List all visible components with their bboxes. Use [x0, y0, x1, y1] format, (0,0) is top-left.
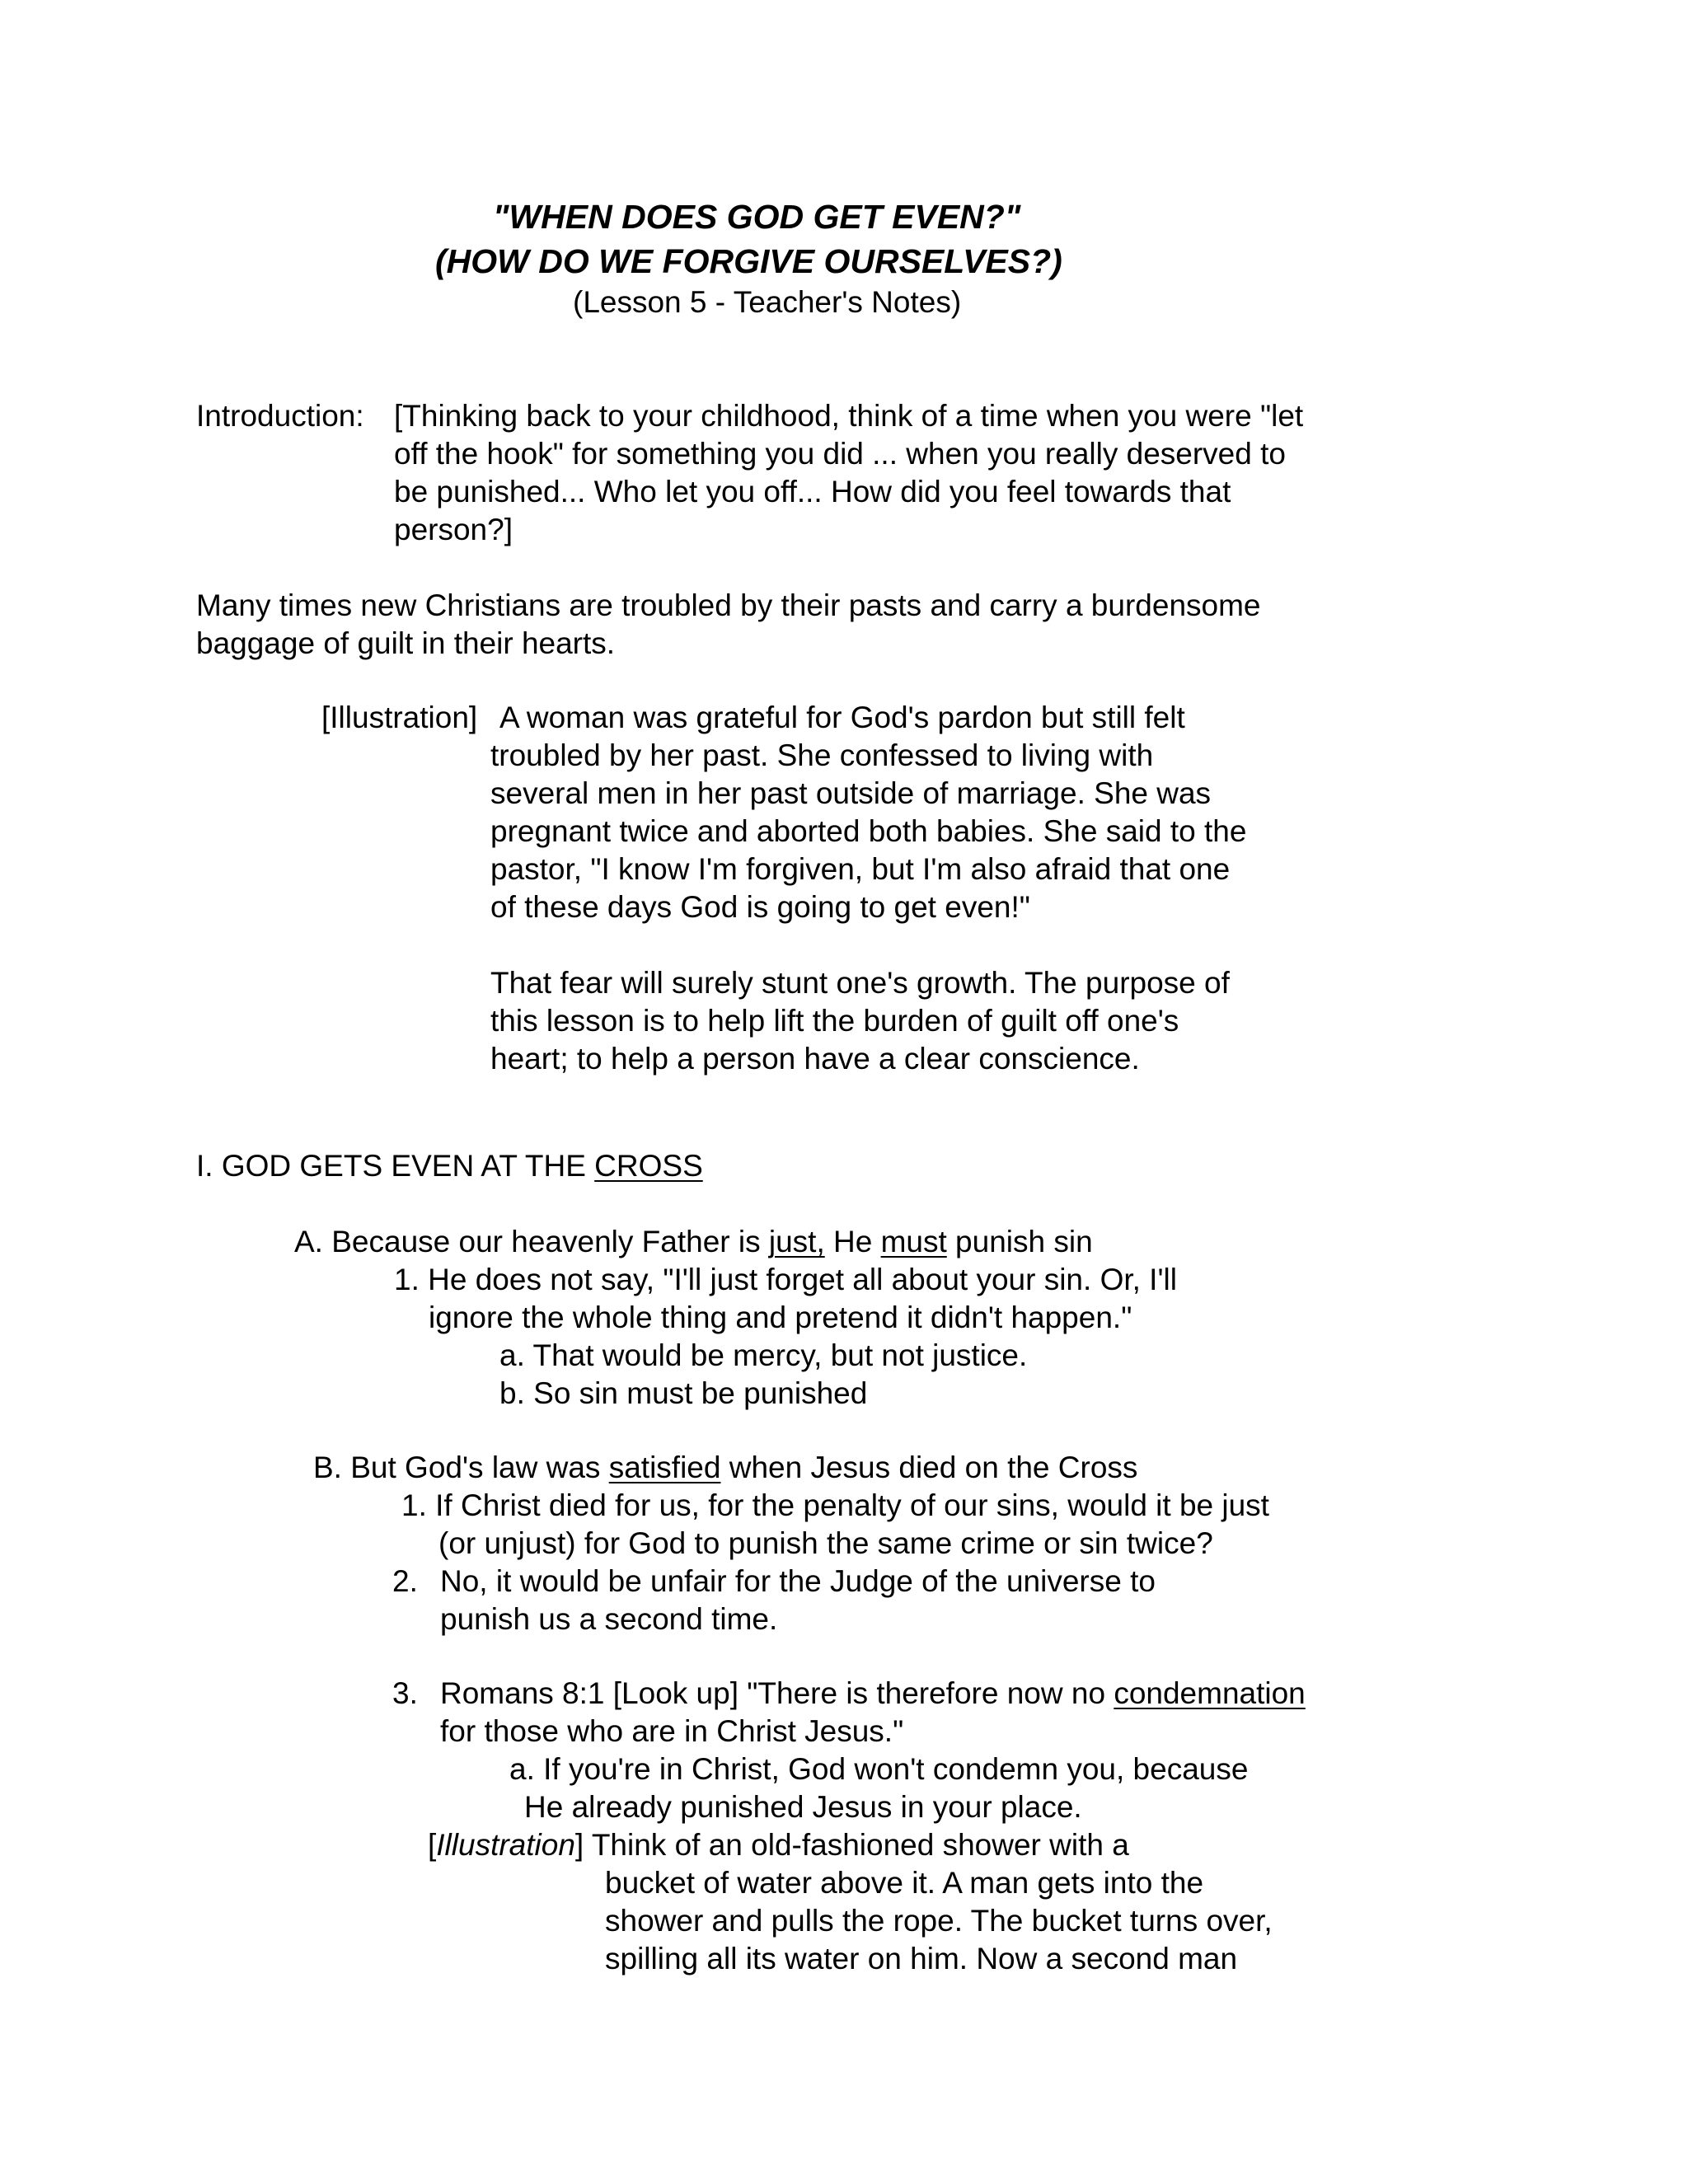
document-subtitle: (HOW DO WE FORGIVE OURSELVES?) — [435, 242, 1062, 280]
intro-line: off the hook" for something you did ... when you really deserved to — [394, 437, 1286, 471]
list-item — [440, 1675, 1306, 1713]
illustration-line: pastor, "I know I'm forgiven, but I'm also afraid that one — [490, 852, 1231, 886]
list-item: 1. If Christ died for us, for the penalty of our sins, would it be just — [401, 1488, 1269, 1522]
list-item-text: Romans 8:1 [Look up] "There is therefore now no — [440, 1676, 1114, 1710]
illustration-label: [Illustration] — [321, 701, 478, 734]
list-number: 3. — [392, 1676, 418, 1710]
paragraph-line: baggage of guilt in their hearts. — [196, 626, 616, 660]
illustration-line: of these days God is going to get even!" — [490, 890, 1030, 924]
illustration-line: pregnant twice and aborted both babies. She said to the — [490, 814, 1247, 848]
list-item: punish us a second time. — [440, 1602, 778, 1636]
bracket: ] — [574, 1828, 584, 1862]
illustration-line: several men in her past outside of marriage. She was — [490, 776, 1212, 810]
section-heading — [196, 1147, 703, 1185]
list-number: 2. — [392, 1564, 418, 1598]
illustration-line: Think of an old-fashioned shower with a — [584, 1828, 1129, 1862]
intro-line: [Thinking back to your childhood, think of a time when you were "let — [394, 399, 1304, 433]
sub-item: a. If you're in Christ, God won't condemn you, because — [509, 1752, 1249, 1786]
point-text: A. Because our heavenly Father is — [294, 1225, 769, 1258]
illustration-line: shower and pulls the rope. The bucket turns over, — [605, 1904, 1273, 1938]
point-text: punish sin — [946, 1225, 1093, 1258]
list-item: 1. He does not say, "I'll just forget all about your sin. Or, I'll — [394, 1263, 1177, 1296]
point-b-heading — [313, 1449, 1137, 1487]
illustration-line: this lesson is to help lift the burden of guilt off one's — [490, 1004, 1179, 1038]
list-item: (or unjust) for God to punish the same crime or sin twice? — [438, 1526, 1213, 1560]
illustration-line: troubled by her past. She confessed to living with — [490, 738, 1154, 772]
intro-line: be punished... Who let you off... How did you feel towards that — [394, 475, 1231, 509]
section-heading-text: I. GOD GETS EVEN AT THE — [196, 1149, 595, 1183]
illustration-line: spilling all its water on him. Now a second man — [605, 1942, 1238, 1975]
intro-label: Introduction: — [196, 399, 364, 433]
list-item: ignore the whole thing and pretend it didn't happen." — [429, 1301, 1132, 1334]
sub-item: a. That would be mercy, but not justice. — [499, 1338, 1028, 1372]
point-text: B. But God's law was — [313, 1451, 609, 1484]
list-item-underlined: condemnation — [1114, 1676, 1306, 1710]
point-text: when Jesus died on the Cross — [720, 1451, 1138, 1484]
list-item: for those who are in Christ Jesus." — [440, 1714, 904, 1748]
point-text: He — [824, 1225, 881, 1258]
illustration-line: A woman was grateful for God's pardon but still felt — [499, 701, 1185, 734]
intro-line: person?] — [394, 513, 513, 546]
illustration-2-first-line — [428, 1826, 1129, 1864]
illustration-label: Illustration — [436, 1828, 575, 1862]
sub-item: He already punished Jesus in your place. — [524, 1790, 1082, 1824]
point-underlined: must — [880, 1225, 947, 1258]
paragraph-line: Many times new Christians are troubled by their pasts and carry a burdensome — [196, 588, 1261, 622]
point-a-heading — [294, 1223, 1093, 1261]
illustration-line: That fear will surely stunt one's growth. The purpose of — [490, 966, 1230, 1000]
illustration-line: bucket of water above it. A man gets into the — [605, 1866, 1204, 1900]
illustration-line: heart; to help a person have a clear conscience. — [490, 1042, 1140, 1076]
point-underlined: satisfied — [608, 1451, 721, 1484]
point-underlined: just, — [768, 1225, 825, 1258]
lesson-note: (Lesson 5 - Teacher's Notes) — [573, 285, 962, 319]
sub-item: b. So sin must be punished — [499, 1376, 868, 1410]
document-title: "WHEN DOES GOD GET EVEN?" — [493, 198, 1021, 236]
list-item: No, it would be unfair for the Judge of the universe to — [440, 1564, 1156, 1598]
bracket: [ — [428, 1828, 437, 1862]
section-heading-underlined: CROSS — [594, 1149, 703, 1183]
